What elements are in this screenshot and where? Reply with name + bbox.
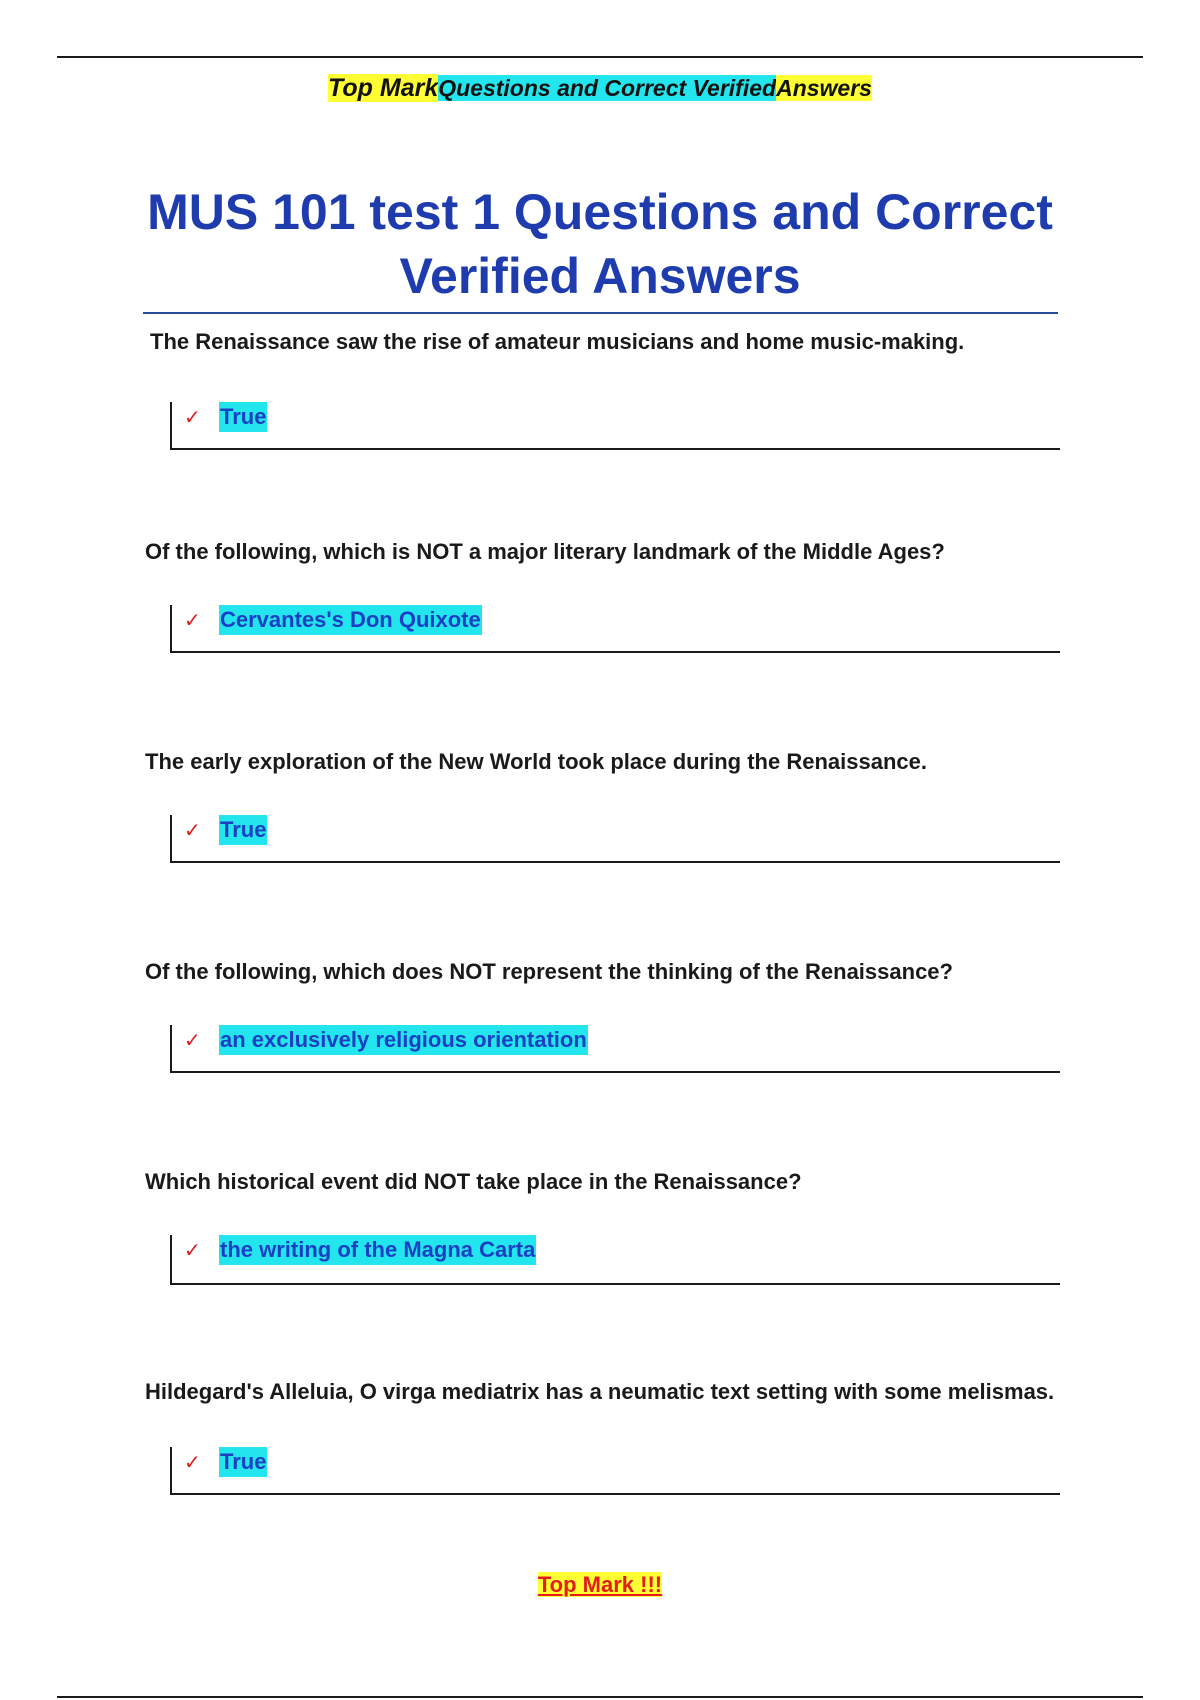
answer-box [170,605,1060,653]
answer-box [170,402,1060,450]
page-title-line2: Verified Answers [399,248,801,304]
footer-mark [0,1570,1200,1600]
answer-box [170,1447,1060,1495]
page-title [100,180,1100,308]
answer-text: the writing of the Magna Carta [219,1235,536,1265]
answer-text: True [219,815,267,845]
top-rule [57,56,1143,58]
footer-mark-text: Top Mark !!! [537,1572,663,1597]
question-text: Hildegard's Alleluia, O virga mediatrix has a neumatic text setting with some melismas. [145,1379,1055,1404]
page-title-line1: MUS 101 test 1 Questions and Correct [147,184,1053,240]
answer-text: Cervantes's Don Quixote [219,605,482,635]
answer-text: an exclusively religious orientation [219,1025,588,1055]
answer-box [170,815,1060,863]
check-icon: ✓ [184,818,201,842]
check-icon: ✓ [184,405,201,429]
check-icon: ✓ [184,608,201,632]
question-text: Of the following, which does NOT represent the thinking of the Renaissance? [145,959,953,984]
check-icon: ✓ [184,1028,201,1052]
question-text: Which historical event did NOT take place in the Renaissance? [145,1169,802,1194]
question-text: The early exploration of the New World took place during the Renaissance. [145,749,927,774]
answer-text: True [219,1447,267,1477]
question-text: Of the following, which is NOT a major literary landmark of the Middle Ages? [145,539,945,564]
header-banner [0,72,1200,104]
answer-text: True [219,402,267,432]
check-icon: ✓ [184,1238,201,1262]
title-rule [143,312,1058,314]
answer-box [170,1025,1060,1073]
banner-answers: Answers [776,75,872,101]
banner-top-mark: Top Mark [328,74,439,102]
banner-questions: Questions and Correct Verified [438,75,777,101]
answer-box [170,1235,1060,1285]
check-icon: ✓ [184,1450,201,1474]
bottom-rule [57,1696,1143,1698]
question-text: The Renaissance saw the rise of amateur musicians and home music-making. [150,329,965,354]
